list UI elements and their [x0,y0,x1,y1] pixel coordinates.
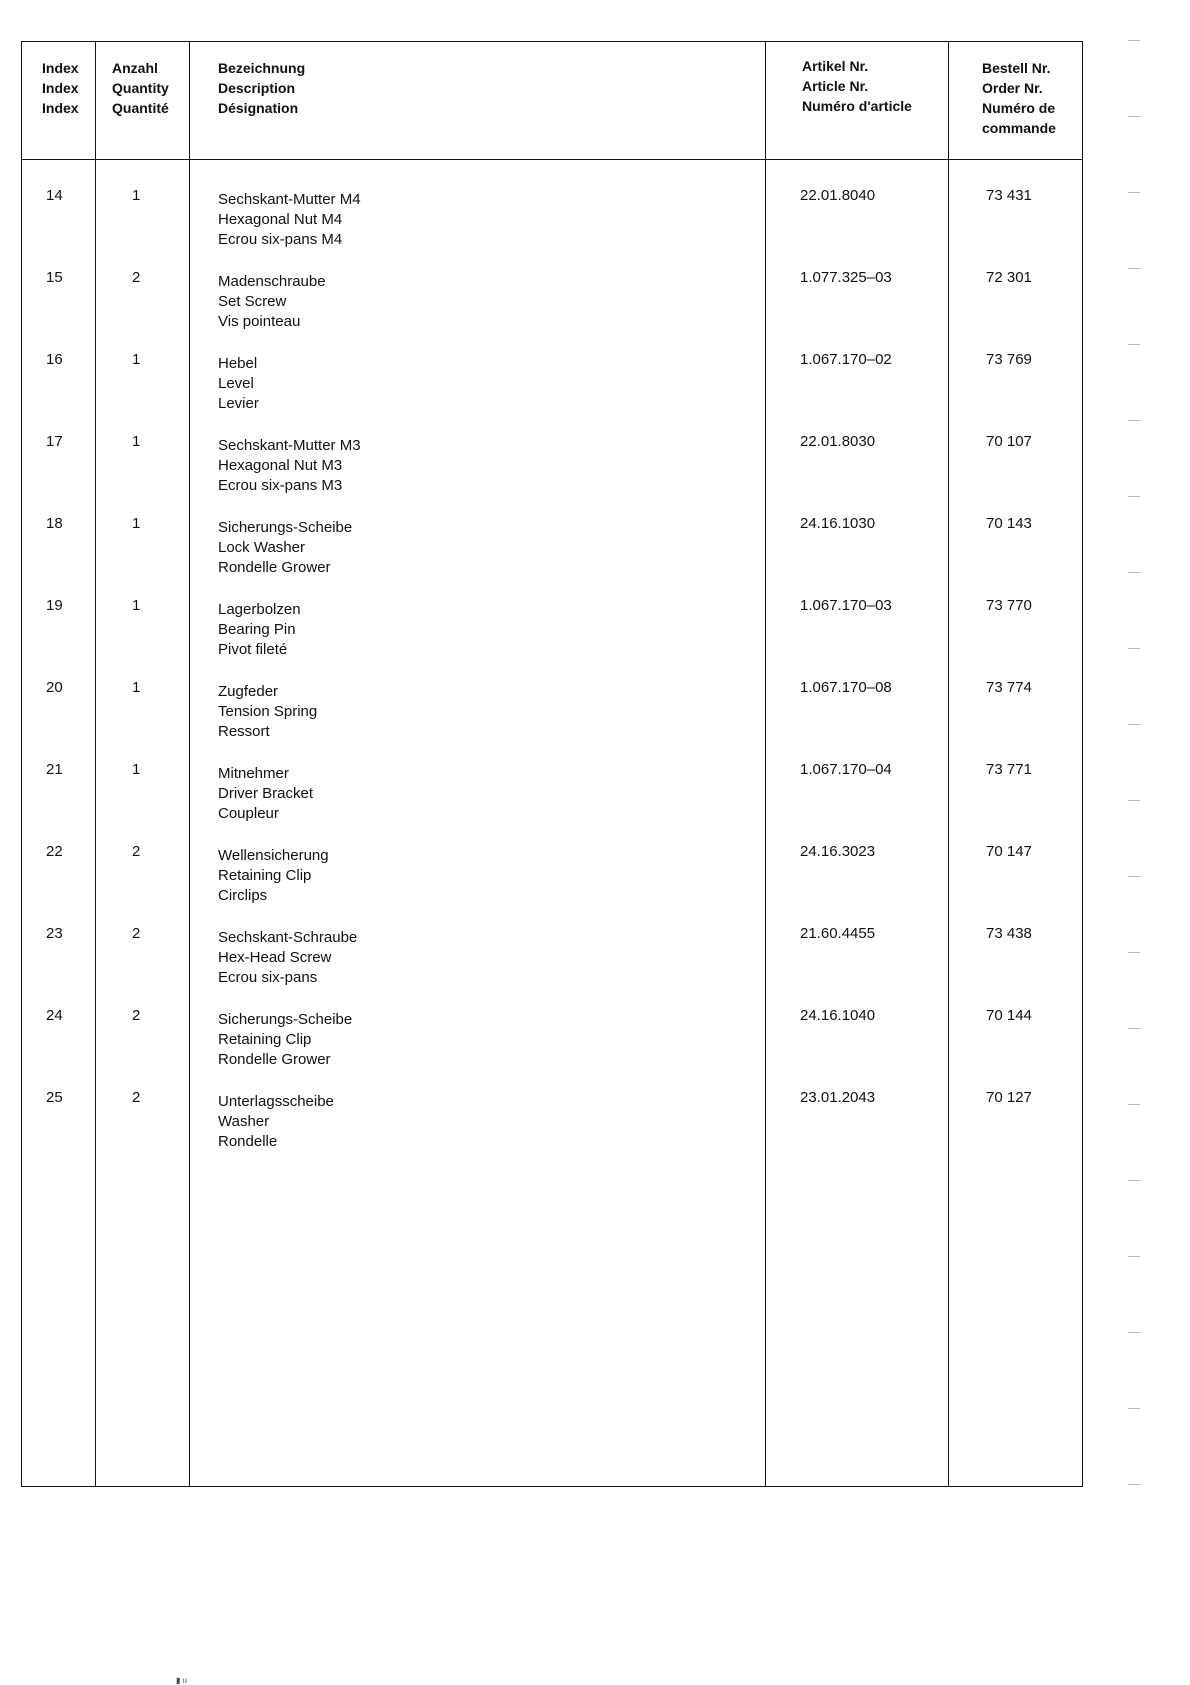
scan-mark [1128,1180,1140,1181]
scan-mark [1128,496,1140,497]
header-divider [22,159,1082,160]
description-line: Vis pointeau [218,313,301,330]
row-index: 19 [46,597,63,614]
row-article-number: 21.60.4455 [800,925,876,942]
row-index: 24 [46,1007,63,1024]
scan-mark [1128,1104,1140,1105]
row-order-number: 70 144 [986,1007,1032,1024]
description-line: Lock Washer [218,539,305,556]
row-description [218,928,718,988]
row-article-number: 1.067.170–03 [800,597,892,614]
scan-mark [1128,420,1140,421]
table-row [22,514,1082,594]
scan-mark [1128,648,1140,649]
table-row [22,596,1082,676]
scan-mark [1128,1332,1140,1333]
row-article-number: 23.01.2043 [800,1089,876,1106]
table-row [22,760,1082,840]
row-quantity: 1 [132,597,141,614]
row-quantity: 2 [132,843,141,860]
row-index: 25 [46,1089,63,1106]
row-index: 16 [46,351,63,368]
description-line: Hexagonal Nut M3 [218,457,343,474]
row-description [218,1010,718,1070]
description-line: Sechskant-Mutter M4 [218,191,361,208]
description-line: Sechskant-Mutter M3 [218,437,361,454]
description-line: Coupleur [218,805,279,822]
row-order-number: 73 431 [986,187,1032,204]
description-line: Sechskant-Schraube [218,929,358,946]
description-line: Ecrou six-pans M3 [218,477,343,494]
description-line: Set Screw [218,293,287,310]
row-description [218,682,718,742]
scan-mark [1128,268,1140,269]
row-description [218,518,718,578]
row-index: 18 [46,515,63,532]
table-row [22,350,1082,430]
table-row [22,924,1082,1004]
row-quantity: 2 [132,269,141,286]
row-quantity: 2 [132,1089,141,1106]
row-article-number: 1.077.325–03 [800,269,892,286]
row-article-number: 24.16.1040 [800,1007,876,1024]
scan-mark [1128,344,1140,345]
row-quantity: 1 [132,515,141,532]
header-order: Bestell Nr. Order Nr. Numéro de commande [982,60,1056,136]
row-order-number: 73 770 [986,597,1032,614]
row-order-number: 70 143 [986,515,1032,532]
description-line: Level [218,375,254,392]
header-index: Index Index Index [42,60,79,116]
table-row [22,678,1082,758]
description-line: Sicherungs-Scheibe [218,519,353,536]
table-row [22,186,1082,266]
row-article-number: 1.067.170–08 [800,679,892,696]
scan-mark [1128,800,1140,801]
description-line: Ressort [218,723,270,740]
header-article: Artikel Nr. Article Nr. Numéro d'article [802,58,912,114]
description-line: Driver Bracket [218,785,314,802]
row-description [218,190,718,250]
description-line: Rondelle Grower [218,559,331,576]
scan-mark [1128,952,1140,953]
row-quantity: 2 [132,925,141,942]
table-row [22,1088,1082,1168]
row-article-number: 22.01.8030 [800,433,876,450]
scan-mark [1128,724,1140,725]
description-line: Pivot fileté [218,641,288,658]
table-row [22,842,1082,922]
row-description [218,354,718,414]
description-line: Rondelle [218,1133,278,1150]
header-quantity: Anzahl Quantity Quantité [112,60,169,116]
table-row [22,268,1082,348]
row-order-number: 73 438 [986,925,1032,942]
scan-margin [1120,30,1160,1530]
table-row [22,1006,1082,1086]
description-line: Ecrou six-pans M4 [218,231,343,248]
scan-artifact: ▮ ıı [176,1676,188,1685]
row-quantity: 1 [132,187,141,204]
header-description: Bezeichnung Description Désignation [218,60,306,116]
scan-mark [1128,40,1140,41]
description-line: Retaining Clip [218,1031,312,1048]
row-description [218,846,718,906]
description-line: Wellensicherung [218,847,329,864]
scan-mark [1128,572,1140,573]
scan-mark [1128,116,1140,117]
row-quantity: 1 [132,761,141,778]
description-line: Bearing Pin [218,621,296,638]
row-index: 17 [46,433,63,450]
description-line: Unterlagsscheibe [218,1093,334,1110]
scan-mark [1128,1484,1140,1485]
row-order-number: 70 107 [986,433,1032,450]
row-order-number: 73 769 [986,351,1032,368]
description-line: Hexagonal Nut M4 [218,211,343,228]
row-article-number: 22.01.8040 [800,187,876,204]
description-line: Levier [218,395,259,412]
row-article-number: 24.16.3023 [800,843,876,860]
description-line: Madenschraube [218,273,326,290]
row-index: 15 [46,269,63,286]
row-order-number: 70 147 [986,843,1032,860]
description-line: Ecrou six-pans [218,969,318,986]
description-line: Lagerbolzen [218,601,301,618]
row-order-number: 73 771 [986,761,1032,778]
row-index: 22 [46,843,63,860]
row-description [218,1092,718,1152]
row-quantity: 1 [132,351,141,368]
scan-mark [1128,876,1140,877]
row-order-number: 72 301 [986,269,1032,286]
description-line: Washer [218,1113,270,1130]
scan-mark [1128,1408,1140,1409]
row-article-number: 1.067.170–04 [800,761,892,778]
row-index: 23 [46,925,63,942]
table-row [22,432,1082,512]
row-description [218,600,718,660]
row-quantity: 1 [132,433,141,450]
row-index: 14 [46,187,63,204]
description-line: Rondelle Grower [218,1051,331,1068]
scan-mark [1128,1028,1140,1029]
row-description [218,436,718,496]
description-line: Hebel [218,355,258,372]
row-article-number: 1.067.170–02 [800,351,892,368]
description-line: Retaining Clip [218,867,312,884]
description-line: Circlips [218,887,268,904]
scan-mark [1128,192,1140,193]
row-quantity: 1 [132,679,141,696]
description-line: Tension Spring [218,703,318,720]
row-quantity: 2 [132,1007,141,1024]
row-description [218,764,718,824]
row-order-number: 73 774 [986,679,1032,696]
description-line: Zugfeder [218,683,279,700]
row-article-number: 24.16.1030 [800,515,876,532]
scan-mark [1128,1256,1140,1257]
row-index: 20 [46,679,63,696]
description-line: Hex-Head Screw [218,949,332,966]
description-line: Sicherungs-Scheibe [218,1011,353,1028]
row-index: 21 [46,761,63,778]
parts-table [21,41,1083,1487]
row-order-number: 70 127 [986,1089,1032,1106]
description-line: Mitnehmer [218,765,289,782]
row-description [218,272,718,332]
